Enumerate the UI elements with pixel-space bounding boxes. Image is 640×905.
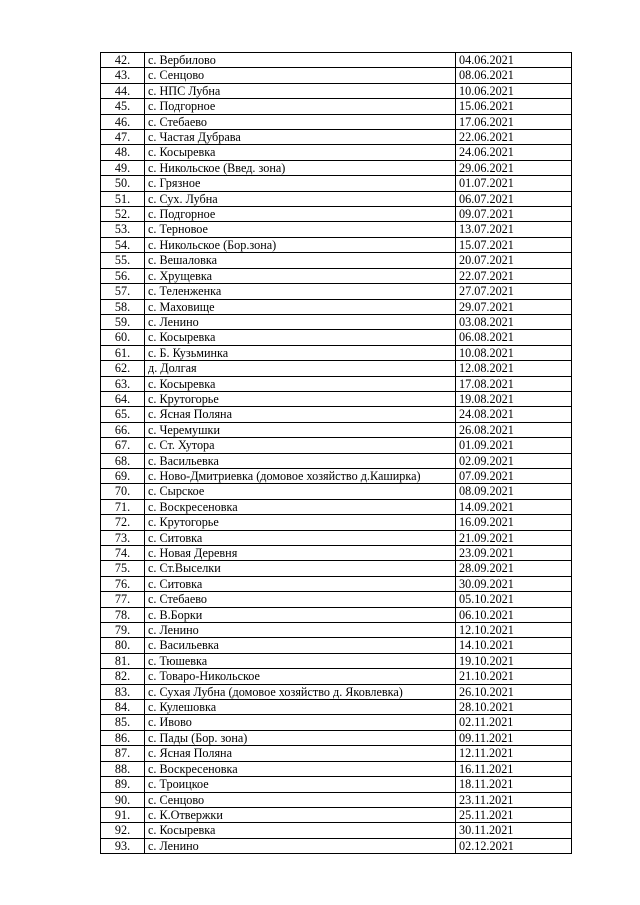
settlement-cell: с. Крутогорье xyxy=(145,391,456,406)
row-number-cell: 44. xyxy=(101,83,145,98)
row-number-cell: 60. xyxy=(101,330,145,345)
settlement-cell: с. К.Отвержки xyxy=(145,807,456,822)
row-number-cell: 55. xyxy=(101,253,145,268)
row-number-cell: 85. xyxy=(101,715,145,730)
row-number-cell: 62. xyxy=(101,361,145,376)
table-row xyxy=(101,130,572,145)
row-number-cell: 75. xyxy=(101,561,145,576)
settlement-cell: с. Крутогорье xyxy=(145,515,456,530)
date-cell: 26.08.2021 xyxy=(456,422,572,437)
table-row xyxy=(101,669,572,684)
date-cell: 03.08.2021 xyxy=(456,314,572,329)
row-number-cell: 68. xyxy=(101,453,145,468)
row-number-cell: 54. xyxy=(101,237,145,252)
settlement-cell: с. Васильевка xyxy=(145,453,456,468)
date-cell: 19.10.2021 xyxy=(456,653,572,668)
date-cell: 01.09.2021 xyxy=(456,438,572,453)
settlement-cell: с. Вешаловка xyxy=(145,253,456,268)
settlement-cell: д. Долгая xyxy=(145,361,456,376)
row-number-cell: 51. xyxy=(101,191,145,206)
date-cell: 12.08.2021 xyxy=(456,361,572,376)
date-cell: 09.07.2021 xyxy=(456,207,572,222)
date-cell: 08.09.2021 xyxy=(456,484,572,499)
table-row xyxy=(101,438,572,453)
table-row xyxy=(101,515,572,530)
table-row xyxy=(101,145,572,160)
settlement-cell: с. Косыревка xyxy=(145,330,456,345)
row-number-cell: 65. xyxy=(101,407,145,422)
date-cell: 01.07.2021 xyxy=(456,176,572,191)
settlement-cell: с. Васильевка xyxy=(145,638,456,653)
row-number-cell: 63. xyxy=(101,376,145,391)
settlement-cell: с. Тюшевка xyxy=(145,653,456,668)
settlement-cell: с. Ясная Поляна xyxy=(145,746,456,761)
settlement-cell: с. В.Борки xyxy=(145,607,456,622)
schedule-table xyxy=(100,52,572,854)
row-number-cell: 43. xyxy=(101,68,145,83)
date-cell: 14.10.2021 xyxy=(456,638,572,653)
table-row xyxy=(101,807,572,822)
row-number-cell: 52. xyxy=(101,207,145,222)
row-number-cell: 78. xyxy=(101,607,145,622)
row-number-cell: 53. xyxy=(101,222,145,237)
settlement-cell: с. Ново-Дмитриевка (домовое хозяйство д.Каширка) xyxy=(145,468,456,483)
row-number-cell: 83. xyxy=(101,684,145,699)
table-row xyxy=(101,361,572,376)
date-cell: 09.11.2021 xyxy=(456,730,572,745)
row-number-cell: 45. xyxy=(101,99,145,114)
table-row xyxy=(101,638,572,653)
table-row xyxy=(101,684,572,699)
settlement-cell: с. Теленженка xyxy=(145,284,456,299)
settlement-cell: с. Новая Деревня xyxy=(145,546,456,561)
date-cell: 17.06.2021 xyxy=(456,114,572,129)
date-cell: 18.11.2021 xyxy=(456,777,572,792)
row-number-cell: 71. xyxy=(101,499,145,514)
settlement-cell: с. Подгорное xyxy=(145,99,456,114)
table-row xyxy=(101,792,572,807)
date-cell: 12.10.2021 xyxy=(456,623,572,638)
row-number-cell: 80. xyxy=(101,638,145,653)
date-cell: 29.06.2021 xyxy=(456,160,572,175)
settlement-cell: с. Стебаево xyxy=(145,592,456,607)
row-number-cell: 76. xyxy=(101,576,145,591)
row-number-cell: 74. xyxy=(101,546,145,561)
settlement-cell: с. Троицкое xyxy=(145,777,456,792)
date-cell: 24.08.2021 xyxy=(456,407,572,422)
row-number-cell: 79. xyxy=(101,623,145,638)
table-row xyxy=(101,838,572,853)
row-number-cell: 66. xyxy=(101,422,145,437)
row-number-cell: 93. xyxy=(101,838,145,853)
settlement-cell: с. Сырское xyxy=(145,484,456,499)
row-number-cell: 73. xyxy=(101,530,145,545)
table-row xyxy=(101,314,572,329)
row-number-cell: 77. xyxy=(101,592,145,607)
table-row xyxy=(101,653,572,668)
table-row xyxy=(101,468,572,483)
settlement-cell: с. Ясная Поляна xyxy=(145,407,456,422)
settlement-cell: с. Сенцово xyxy=(145,792,456,807)
table-row xyxy=(101,422,572,437)
date-cell: 28.10.2021 xyxy=(456,700,572,715)
settlement-cell: с. Косыревка xyxy=(145,823,456,838)
row-number-cell: 88. xyxy=(101,761,145,776)
settlement-cell: с. Никольское (Бор.зона) xyxy=(145,237,456,252)
date-cell: 23.11.2021 xyxy=(456,792,572,807)
row-number-cell: 42. xyxy=(101,53,145,68)
table-row xyxy=(101,623,572,638)
row-number-cell: 49. xyxy=(101,160,145,175)
table-row xyxy=(101,83,572,98)
table-row xyxy=(101,237,572,252)
row-number-cell: 47. xyxy=(101,130,145,145)
date-cell: 28.09.2021 xyxy=(456,561,572,576)
settlement-cell: с. Маховище xyxy=(145,299,456,314)
row-number-cell: 92. xyxy=(101,823,145,838)
date-cell: 27.07.2021 xyxy=(456,284,572,299)
table-row xyxy=(101,777,572,792)
settlement-cell: с. Воскресеновка xyxy=(145,761,456,776)
date-cell: 23.09.2021 xyxy=(456,546,572,561)
date-cell: 29.07.2021 xyxy=(456,299,572,314)
settlement-cell: с. Ст. Хутора xyxy=(145,438,456,453)
date-cell: 04.06.2021 xyxy=(456,53,572,68)
settlement-cell: с. Подгорное xyxy=(145,207,456,222)
table-row xyxy=(101,299,572,314)
table-row xyxy=(101,576,572,591)
date-cell: 05.10.2021 xyxy=(456,592,572,607)
date-cell: 30.11.2021 xyxy=(456,823,572,838)
settlement-cell: с. Б. Кузьминка xyxy=(145,345,456,360)
date-cell: 16.11.2021 xyxy=(456,761,572,776)
table-row xyxy=(101,99,572,114)
date-cell: 15.07.2021 xyxy=(456,237,572,252)
date-cell: 06.07.2021 xyxy=(456,191,572,206)
settlement-cell: с. Воскресеновка xyxy=(145,499,456,514)
row-number-cell: 64. xyxy=(101,391,145,406)
settlement-cell: с. Сенцово xyxy=(145,68,456,83)
row-number-cell: 84. xyxy=(101,700,145,715)
settlement-cell: с. Сухая Лубна (домовое хозяйство д. Яковлевка) xyxy=(145,684,456,699)
table-row xyxy=(101,546,572,561)
date-cell: 12.11.2021 xyxy=(456,746,572,761)
date-cell: 13.07.2021 xyxy=(456,222,572,237)
settlement-cell: с. Пады (Бор. зона) xyxy=(145,730,456,745)
settlement-cell: с. Товаро-Никольское xyxy=(145,669,456,684)
row-number-cell: 67. xyxy=(101,438,145,453)
settlement-cell: с. Косыревка xyxy=(145,145,456,160)
table-row xyxy=(101,761,572,776)
date-cell: 17.08.2021 xyxy=(456,376,572,391)
settlement-cell: с. Косыревка xyxy=(145,376,456,391)
settlement-cell: с. Кулешовка xyxy=(145,700,456,715)
settlement-cell: с. Частая Дубрава xyxy=(145,130,456,145)
table-row xyxy=(101,484,572,499)
date-cell: 02.11.2021 xyxy=(456,715,572,730)
row-number-cell: 50. xyxy=(101,176,145,191)
table-row xyxy=(101,730,572,745)
schedule-table-body xyxy=(101,53,572,854)
date-cell: 06.10.2021 xyxy=(456,607,572,622)
table-row xyxy=(101,268,572,283)
table-row xyxy=(101,176,572,191)
settlement-cell: с. Сух. Лубна xyxy=(145,191,456,206)
date-cell: 21.10.2021 xyxy=(456,669,572,684)
table-row xyxy=(101,68,572,83)
table-row xyxy=(101,191,572,206)
table-row xyxy=(101,700,572,715)
table-row xyxy=(101,207,572,222)
row-number-cell: 81. xyxy=(101,653,145,668)
table-row xyxy=(101,746,572,761)
row-number-cell: 57. xyxy=(101,284,145,299)
row-number-cell: 70. xyxy=(101,484,145,499)
settlement-cell: с. НПС Лубна xyxy=(145,83,456,98)
table-row xyxy=(101,160,572,175)
table-row xyxy=(101,53,572,68)
table-row xyxy=(101,391,572,406)
date-cell: 02.09.2021 xyxy=(456,453,572,468)
date-cell: 16.09.2021 xyxy=(456,515,572,530)
table-row xyxy=(101,607,572,622)
settlement-cell: с. Ленино xyxy=(145,838,456,853)
settlement-cell: с. Стебаево xyxy=(145,114,456,129)
table-row xyxy=(101,284,572,299)
row-number-cell: 89. xyxy=(101,777,145,792)
settlement-cell: с. Ленино xyxy=(145,623,456,638)
date-cell: 10.06.2021 xyxy=(456,83,572,98)
table-row xyxy=(101,592,572,607)
row-number-cell: 48. xyxy=(101,145,145,160)
date-cell: 19.08.2021 xyxy=(456,391,572,406)
row-number-cell: 86. xyxy=(101,730,145,745)
date-cell: 02.12.2021 xyxy=(456,838,572,853)
row-number-cell: 58. xyxy=(101,299,145,314)
settlement-cell: с. Ситовка xyxy=(145,530,456,545)
date-cell: 25.11.2021 xyxy=(456,807,572,822)
table-row xyxy=(101,823,572,838)
date-cell: 26.10.2021 xyxy=(456,684,572,699)
row-number-cell: 87. xyxy=(101,746,145,761)
settlement-cell: с. Хрущевка xyxy=(145,268,456,283)
table-row xyxy=(101,530,572,545)
table-row xyxy=(101,376,572,391)
settlement-cell: с. Черемушки xyxy=(145,422,456,437)
date-cell: 10.08.2021 xyxy=(456,345,572,360)
table-row xyxy=(101,222,572,237)
row-number-cell: 56. xyxy=(101,268,145,283)
row-number-cell: 46. xyxy=(101,114,145,129)
settlement-cell: с. Ивово xyxy=(145,715,456,730)
date-cell: 20.07.2021 xyxy=(456,253,572,268)
row-number-cell: 82. xyxy=(101,669,145,684)
date-cell: 21.09.2021 xyxy=(456,530,572,545)
date-cell: 22.07.2021 xyxy=(456,268,572,283)
date-cell: 06.08.2021 xyxy=(456,330,572,345)
settlement-cell: с. Грязное xyxy=(145,176,456,191)
row-number-cell: 91. xyxy=(101,807,145,822)
date-cell: 15.06.2021 xyxy=(456,99,572,114)
row-number-cell: 72. xyxy=(101,515,145,530)
settlement-cell: с. Ст.Выселки xyxy=(145,561,456,576)
table-row xyxy=(101,715,572,730)
table-row xyxy=(101,407,572,422)
settlement-cell: с. Ситовка xyxy=(145,576,456,591)
date-cell: 08.06.2021 xyxy=(456,68,572,83)
row-number-cell: 90. xyxy=(101,792,145,807)
date-cell: 24.06.2021 xyxy=(456,145,572,160)
date-cell: 30.09.2021 xyxy=(456,576,572,591)
settlement-cell: с. Ленино xyxy=(145,314,456,329)
row-number-cell: 59. xyxy=(101,314,145,329)
table-row xyxy=(101,253,572,268)
row-number-cell: 69. xyxy=(101,468,145,483)
table-row xyxy=(101,561,572,576)
table-row xyxy=(101,499,572,514)
date-cell: 14.09.2021 xyxy=(456,499,572,514)
settlement-cell: с. Никольское (Введ. зона) xyxy=(145,160,456,175)
table-row xyxy=(101,330,572,345)
date-cell: 22.06.2021 xyxy=(456,130,572,145)
date-cell: 07.09.2021 xyxy=(456,468,572,483)
row-number-cell: 61. xyxy=(101,345,145,360)
table-row xyxy=(101,453,572,468)
settlement-cell: с. Терновое xyxy=(145,222,456,237)
table-row xyxy=(101,114,572,129)
settlement-cell: с. Вербилово xyxy=(145,53,456,68)
table-row xyxy=(101,345,572,360)
